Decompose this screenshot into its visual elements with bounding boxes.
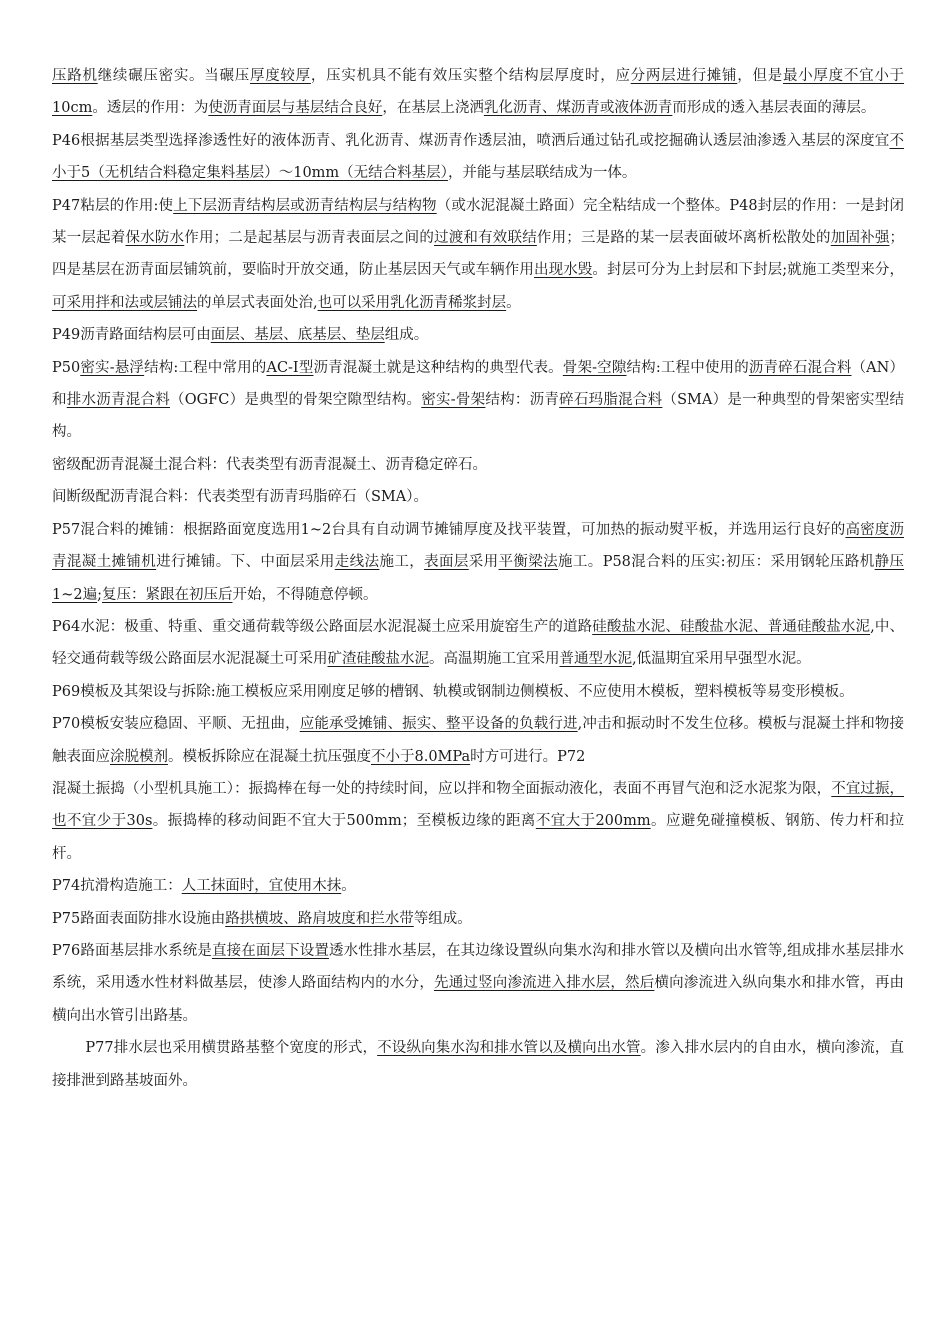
underlined-text: 可采用拌和法或层铺法 [52,294,197,311]
text-run: 。振捣棒的移动间距不宜大于500mm；至模板边缘的距离 [152,813,536,830]
underlined-text: 排水沥青混合料 [66,392,170,409]
text-run: 。 [506,294,521,311]
text-run: P64水泥：极重、特重、重交通荷载等级公路面层水泥混凝土应采用旋窑生产的道路 [52,618,593,635]
paragraph [52,708,904,773]
text-run: ，但是 [737,68,783,84]
paragraph [52,676,904,708]
text-run: 透水性排水基层，在其边缘设置纵向集水沟和排水管以及横向出水管等,组成排水基层排水系统，采用透水性材料做基层，使渗人路面结构内的水分， [52,942,904,992]
underlined-text: 高密度沥青混凝土摊铺机 [52,521,904,571]
underlined-text: 不宜过振，也不宜少于30s [52,780,905,830]
text-run: ；四是基层在沥青面层铺筑前，要临时开放交通，防止基层因天气或车辆作用 [52,230,905,279]
text-run: ,冲击和振动时不发生位移。模板与混凝土拌和物接触表面应 [52,716,904,765]
underlined-text: 保水防水 [125,230,185,247]
underlined-text: 直接在面层下设置 [211,942,329,959]
underlined-text: 过渡和有效联结 [434,230,537,247]
text-run: 。高温期施工宜采用 [429,651,560,668]
text-run: P76路面基层排水系统是 [52,942,212,959]
text-run: 进行摊铺。下、中面层采用 [156,554,335,571]
text-run: ,低温期宜采用早强型水泥。 [632,651,811,668]
text-run: 组成。 [384,327,429,344]
underlined-text: 沥青碎石混合料 [748,359,852,376]
underlined-text: 矿渣硅酸盐水泥 [327,651,429,668]
underlined-text: 不小于5（无机结合料稳定集料基层）～10mm（无结合料基层） [52,132,904,182]
text-run: 横向渗流进入纵向集水和排水管，再由横向出水管引出路基。 [52,975,905,1024]
text-run: 施工。P58混合料的压实:初压：采用钢轮压路机 [558,554,875,571]
underlined-text: 表面层 [424,554,469,571]
underlined-text: 最小厚度不宜小于10cm [52,68,905,117]
paragraph [52,449,904,481]
paragraph [52,1032,904,1097]
underlined-text: AC-I型 [266,359,314,376]
text-run: 开始，不得随意停顿。 [232,586,378,603]
underlined-text: 涂脱模剂 [110,748,168,765]
text-run: 。模板拆除应在混凝土抗压强度 [168,748,371,765]
text-run: （SMA）是一种典型的骨架密实型结构。 [52,392,905,441]
text-run: P49沥青路面结构层可由 [52,327,211,344]
text-run: 等组成。 [413,910,472,927]
text-run: P50 [52,359,81,376]
paragraph [52,611,904,676]
underlined-text: 平衡梁法 [498,554,559,571]
underlined-text: 不宜大于200mm [535,813,651,830]
underlined-text: 骨架-空隙 [562,359,627,376]
text-run: 。应避免碰撞模板、钢筋、传力杆和拉杆。 [52,813,904,862]
text-run: P75路面表面防排水设施由 [52,910,226,927]
paragraph [52,352,904,449]
paragraph [52,60,904,125]
text-run: P70模板安装应稳固、平顺、无扭曲， [52,716,300,733]
text-run: 继续碾压密实。当碾压 [97,68,250,84]
text-run: P74抗滑构造施工： [52,878,182,895]
document-body [52,60,904,1097]
text-run: 而形成的透入基层表面的薄层。 [672,100,876,117]
text-run: 。透层的作用：为 [92,100,209,117]
underlined-text: 压路机 [52,68,98,84]
text-run: P77排水层也采用横贯路基整个宽度的形式， [85,1040,378,1057]
underlined-text: 应能承受摊铺、振实、整平设备的负载行进 [299,716,578,733]
text-run: 间断级配沥青混合料：代表类型有沥青玛脂碎石（SMA）。 [52,489,428,506]
paragraph [52,514,904,611]
text-run: 混凝土振捣（小型机具施工）：振捣棒在每一处的持续时间，应以拌和物全面振动液化，表面不再冒气泡和泛水泥浆为限， [52,780,832,797]
text-run: P69模板及其架设与拆除:施工模板应采用刚度足够的槽钢、轨模或钢制边侧模板、不应使用木模板，塑料模板等易变形模板。 [52,683,854,700]
text-run: 结构:工程中使用的 [626,359,749,376]
text-run: 结构:工程中常用的 [144,359,267,376]
text-run: 时方可进行。P72 [470,748,586,765]
text-run: 密级配沥青混凝土混合料：代表类型有沥青混凝土、沥青稳定碎石。 [52,456,487,473]
underlined-text: 人工抹面时，宜使用木抹 [181,878,342,895]
text-run: ，并能与基层联结成为一体。 [447,165,637,182]
underlined-text: 普通型水泥 [559,651,632,668]
text-run: 施工， [379,554,425,571]
underlined-text: 密实-悬浮 [80,359,145,376]
underlined-text: 也可以采用乳化沥青稀浆封层 [317,294,507,311]
text-run: （AN）和 [52,359,905,409]
paragraph [52,481,904,513]
text-run: 沥青混凝土就是这种结构的典型代表。 [313,359,563,376]
text-run: ,中、轻交通荷载等级公路面层水泥混凝土可采用 [52,618,904,668]
underlined-text: 静压1~2遍 [52,554,905,603]
text-run: （或水泥混凝土路面）完全粘结成一个整体。P48封层的作用：一是封闭某一层起着 [52,197,905,247]
underlined-text: 密实-骨架 [421,392,486,409]
text-run: 作用；三是路的某一层表面破坏离析松散处的 [536,230,831,247]
underlined-text: 乳化沥青、煤沥青或液体沥青 [483,100,673,117]
text-run: 作用；二是起基层与沥青表面层之间的 [184,230,435,247]
paragraph [52,773,904,870]
underlined-text: 出现水毁 [533,262,593,279]
paragraph [52,190,904,320]
underlined-text: 碎石玛脂混合料 [559,392,663,409]
underlined-text: 硅酸盐水泥、硅酸盐水泥、普通硅酸盐水泥 [592,618,871,635]
underlined-text: 不小于8.0MPa [371,748,471,765]
text-run: ，在基层上浇洒 [382,100,484,117]
text-run: 的单层式表面处治, [197,294,318,311]
text-run: P46根据基层类型选择渗透性好的液体沥青、乳化沥青、煤沥青作透层油，喷洒后通过钻孔或挖掘确认透层油渗透入基层的深度宜 [52,132,890,149]
underlined-text: 厚度较厚 [249,68,311,84]
text-run: 结构：沥青 [485,392,560,409]
underlined-text: 走线法 [334,554,380,571]
underlined-text: 路拱横坡、路肩坡度和拦水带 [225,910,414,927]
underlined-text: 面层、基层、底基层、垫层 [210,327,385,344]
text-run: 。 [341,878,356,895]
underlined-text: 上下层沥青结构层或沥青结构层与结构物 [173,197,437,214]
underlined-text: 复压：紧跟在初压后 [102,586,233,603]
underlined-text: 不设纵向集水沟和排水管以及横向出水管 [377,1040,641,1057]
paragraph [52,935,904,1032]
text-run: （OGFC）是典型的骨架空隙型结构。 [169,392,422,409]
paragraph [52,319,904,351]
text-run: 。渗入排水层内的自由水，横向渗流，直接排泄到路基坡面外。 [52,1040,904,1089]
text-run: ; [97,586,102,603]
text-run: P57混合料的摊铺：根据路面宽度选用1~2台具有自动调节摊铺厚度及找平装置，可加热的振动熨平板，并选用运行良好的 [52,521,846,538]
paragraph [52,125,904,190]
paragraph [52,870,904,902]
underlined-text: 使沥青面层与基层结合良好 [208,100,383,117]
underlined-text: 加固补强 [830,230,890,247]
text-run: P47粘层的作用:使 [52,197,174,214]
underlined-text: 先通过竖向渗流进入排水层，然后 [434,975,655,992]
text-run: 采用 [468,554,499,571]
text-run: ，压实机具不能有效压实整个结构层厚度时，应 [310,68,631,84]
underlined-text: 分两层进行摊铺 [630,68,738,84]
paragraph [52,903,904,935]
text-run: 。封层可分为上封层和下封层;就施工类型来分， [592,262,905,279]
